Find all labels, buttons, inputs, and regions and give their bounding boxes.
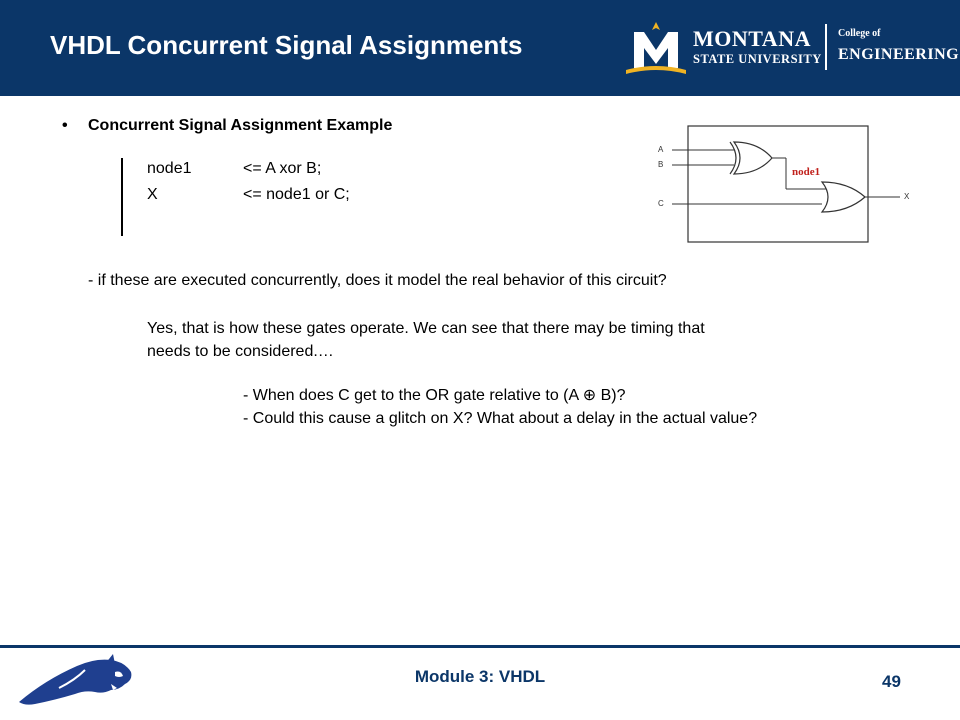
answer-line-1: Yes, that is how these gates operate. We can see that there may be timing that — [147, 320, 705, 337]
code-lhs-1: node1 — [147, 160, 192, 177]
footer-line — [0, 645, 960, 648]
sub-question-2: - Could this cause a glitch on X? What about a delay in the actual value? — [243, 410, 758, 427]
bullet-dot: • — [62, 117, 68, 134]
footer-title: Module 3: VHDL — [414, 667, 546, 686]
msu-m-icon — [624, 20, 688, 78]
answer-line-2: needs to be considered.… — [147, 343, 334, 360]
logo-college-big: ENGINEERING — [838, 46, 960, 63]
question-text: - if these are executed concurrently, does it model the real behavior of this circuit? — [88, 272, 667, 289]
circuit-diagram — [650, 120, 920, 250]
logo-text-main: MONTANA — [693, 26, 811, 51]
label-a: A — [658, 145, 664, 154]
logo-text-sub: STATE UNIVERSITY — [693, 52, 822, 66]
code-rhs-1: <= A xor B; — [243, 160, 322, 177]
code-bar — [121, 158, 123, 236]
bullet-heading: Concurrent Signal Assignment Example — [88, 117, 393, 134]
university-logo — [620, 18, 960, 78]
logo-divider — [825, 24, 827, 70]
code-rhs-2: <= node1 or C; — [243, 186, 350, 203]
node1-label: node1 — [792, 166, 821, 178]
label-x: X — [904, 192, 910, 201]
label-b: B — [658, 160, 664, 169]
logo-college-small: College of — [838, 28, 881, 39]
slide-title: VHDL Concurrent Signal Assignments — [50, 30, 523, 60]
page-number: 49 — [882, 672, 901, 691]
header-bar — [0, 0, 960, 96]
sub-question-1: - When does C get to the OR gate relative to (A ⊕ B)? — [243, 387, 626, 404]
label-c: C — [658, 199, 664, 208]
code-lhs-2: X — [147, 186, 158, 203]
